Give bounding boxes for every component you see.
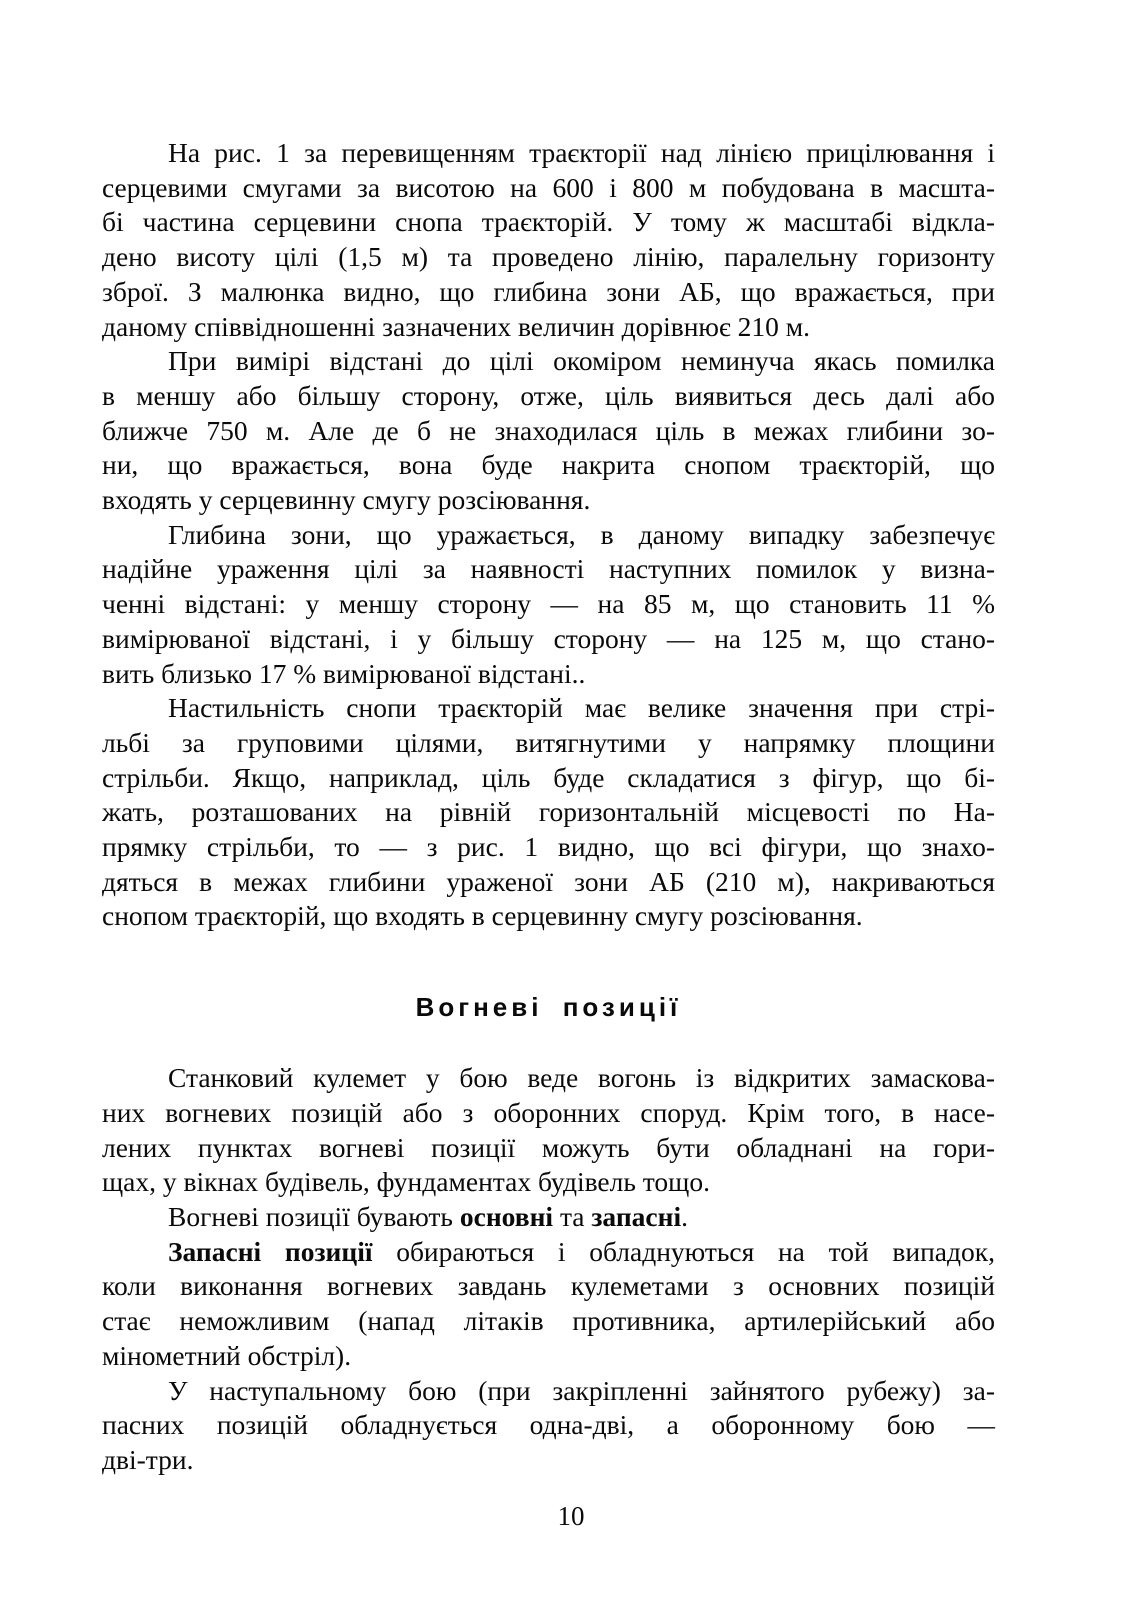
text-line — [102, 899, 995, 934]
text-run: надійне ураження цілі за наявності наступних помилок у визна- — [102, 553, 995, 585]
text-line — [102, 344, 995, 379]
text-run: коли виконання вогневих завдань кулеметами з основних позицій — [102, 1270, 995, 1302]
text-line — [102, 310, 995, 345]
page-number: 10 — [557, 1501, 585, 1531]
text-line — [102, 171, 995, 206]
text-line — [102, 483, 995, 518]
text-run: Глибина зони, що уражається, в даному випадку забезпечує — [168, 518, 995, 550]
bold-text-run: основні — [459, 1200, 554, 1232]
text-line — [102, 795, 995, 830]
text-line — [102, 379, 995, 414]
text-run: пасних позицій обладнується одна-дві, а оборонному бою — — [102, 1409, 995, 1441]
text-line — [102, 865, 995, 900]
text-run: стрільби. Якщо, наприклад, ціль буде складатися з фігур, що бі- — [102, 761, 995, 793]
text-run: щах, у вікнах будівель, фундаментах будівель тощо. — [102, 1166, 710, 1198]
text-run: ближче 750 м. Але де б не знаходилася ціль в межах глибини зо- — [102, 414, 995, 446]
text-run: дено висоту цілі (1,5 м) та проведено лінію, паралельну горизонту — [102, 241, 995, 273]
text-run: бі частина серцевини снопа траєкторій. У тому ж масштабі відкла- — [102, 206, 995, 238]
text-line — [102, 830, 995, 865]
text-line — [102, 1443, 995, 1478]
text-run: У наступальному бою (при закріпленні зайнятого рубежу) за- — [168, 1374, 995, 1406]
text-run: прямку стрільби, то — з рис. 1 видно, що всі фігури, що знахо- — [102, 831, 995, 863]
text-run: Вогневі позиції бувають — [168, 1200, 460, 1232]
text-run: в меншу або більшу сторону, отже, ціль виявиться десь далі або — [102, 379, 995, 411]
text-run: ни, що вражається, вона буде накрита снопом траєкторій, що — [102, 449, 995, 481]
text-line — [102, 1304, 995, 1339]
para-reserve-positions — [102, 1235, 995, 1374]
bold-text-run: Запасні позиції — [168, 1235, 373, 1267]
text-run: мінометний обстріл). — [102, 1339, 352, 1371]
para-range-error — [102, 344, 995, 518]
para-zone-depth — [102, 518, 995, 692]
para-flatness-group-targets — [102, 691, 995, 934]
text-run: них вогневих позицій або з оборонних споруд. Крім того, в насе- — [102, 1096, 995, 1128]
text-run: . — [681, 1200, 688, 1232]
page-content — [102, 136, 995, 1478]
bold-text-run: запасні — [591, 1200, 682, 1232]
text-run: лених пунктах вогневі позиції можуть бути обладнані на гори- — [102, 1131, 995, 1163]
text-line — [102, 1339, 995, 1374]
para-offensive-defensive-count — [102, 1374, 995, 1478]
text-run: зброї. З малюнка видно, що глибина зони АБ, що вражається, при — [102, 275, 995, 307]
text-run: дві-три. — [102, 1443, 194, 1475]
text-line — [102, 657, 995, 692]
text-run: ченні відстані: у меншу сторону — на 85 м, що становить 11 % — [102, 588, 995, 620]
text-run: жать, розташованих на рівній горизонтальній місцевості по На- — [102, 796, 995, 828]
text-run: Настильність снопи траєкторій має велике значення при стрі- — [168, 692, 995, 724]
text-line — [102, 691, 995, 726]
text-run: При вимірі відстані до цілі окоміром неминуча якась помилка — [168, 345, 995, 377]
text-run: льбі за груповими цілями, витягнутими у напрямку площини — [102, 726, 995, 758]
heading-fire-positions: Вогневі позиції — [415, 992, 682, 1023]
text-run: вить близько 17 % вимірюваної відстані.. — [102, 657, 586, 689]
text-line — [102, 205, 995, 240]
text-line — [102, 726, 995, 761]
text-run: даному співвідношенні зазначених величин дорівнює 210 м. — [102, 310, 811, 342]
text-run: та — [553, 1200, 592, 1232]
para-figure1-scale — [102, 136, 995, 344]
text-line — [102, 1096, 995, 1131]
text-line — [102, 1408, 995, 1443]
text-line — [102, 552, 995, 587]
text-line — [102, 518, 995, 553]
text-run: снопом траєкторій, що входять в серцевинну смугу розсіювання. — [102, 900, 863, 932]
text-run: Станковий кулемет у бою веде вогонь із відкритих замаскова- — [168, 1062, 995, 1094]
text-line — [102, 1235, 995, 1270]
text-line — [102, 240, 995, 275]
text-line — [102, 1131, 995, 1166]
text-run: вимірюваної відстані, і у більшу сторону — на 125 м, що стано- — [102, 622, 995, 654]
para-position-types — [102, 1200, 995, 1235]
text-run: серцевими смугами за висотою на 600 і 800 м побудована в масшта- — [102, 171, 995, 203]
text-run: дяться в межах глибини ураженої зони АБ (210 м), накриваються — [102, 865, 995, 897]
para-machine-gun-positions — [102, 1061, 995, 1200]
text-line — [102, 136, 995, 171]
text-run: входять у серцевинну смугу розсіювання. — [102, 484, 591, 516]
text-line — [102, 414, 995, 449]
text-line — [102, 275, 995, 310]
text-line — [102, 448, 995, 483]
text-line — [102, 587, 995, 622]
text-line — [102, 761, 995, 796]
text-line — [102, 1200, 995, 1235]
text-line — [102, 1374, 995, 1409]
text-line — [102, 1061, 995, 1096]
text-run: стає неможливим (напад літаків противника, артилерійський або — [102, 1305, 995, 1337]
text-line — [102, 622, 995, 657]
text-line — [102, 1269, 995, 1304]
text-run: обираються і обладнуються на той випадок, — [372, 1235, 995, 1267]
text-run: На рис. 1 за перевищенням траєкторії над лінією прицілювання і — [168, 137, 995, 168]
text-line — [102, 1165, 995, 1200]
